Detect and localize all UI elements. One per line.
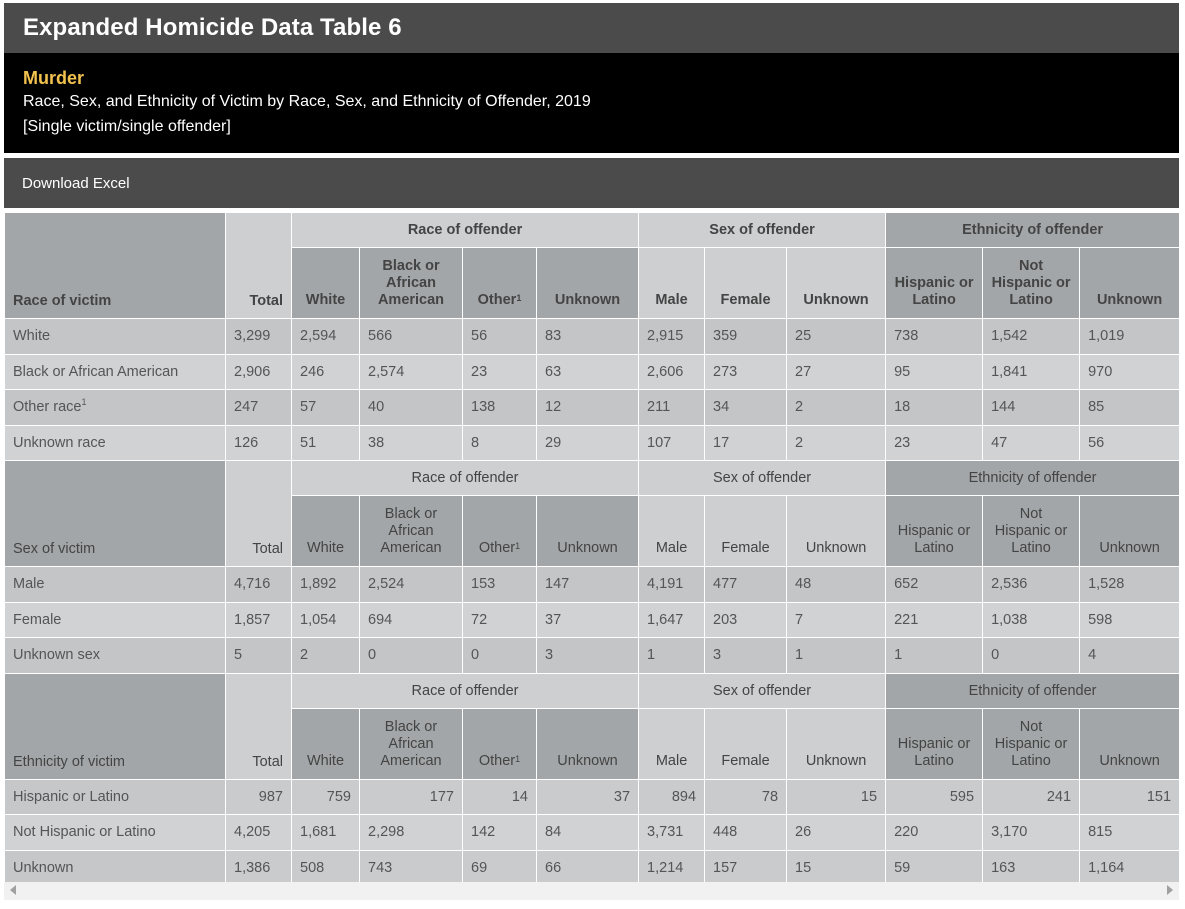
scroll-right-arrow-icon[interactable]: [1167, 885, 1173, 895]
table-cell: 3,170: [983, 815, 1080, 851]
col-not-hispanic-header-label: Not Hispanic or Latino: [991, 258, 1071, 308]
table-cell: 25: [787, 319, 886, 355]
row-label: [5, 390, 226, 426]
col-female-header-label: Female: [720, 292, 771, 308]
row-label-text: Female: [13, 611, 62, 628]
table-row: [5, 319, 1180, 355]
total-header: Total: [226, 213, 292, 319]
table-cell: 1,214: [639, 850, 705, 886]
table-cell: 652: [886, 567, 983, 603]
table-cell: 987: [226, 779, 292, 815]
row-label: [5, 850, 226, 886]
table-cell: 69: [463, 850, 537, 886]
table-cell: 107: [639, 425, 705, 461]
col-white-header-label: White: [306, 540, 345, 556]
page-title-bar: [4, 3, 1179, 53]
table-cell: 5: [226, 638, 292, 674]
col-black-header: [360, 708, 463, 779]
table-cell: 0: [983, 638, 1080, 674]
offense-label: Murder: [23, 68, 85, 88]
table-cell: 142: [463, 815, 537, 851]
table-row: [5, 850, 1180, 886]
col-white-header: [292, 496, 360, 567]
table-row: [5, 567, 1180, 603]
col-black-header: [360, 248, 463, 319]
table-cell: 15: [787, 779, 886, 815]
col-eth-unknown-header: [1080, 496, 1180, 567]
col-black-header-label: Black or African American: [380, 718, 442, 769]
table-cell: 138: [463, 390, 537, 426]
total-header: Total: [226, 461, 292, 567]
table-cell: 246: [292, 354, 360, 390]
row-label-text: Other race: [13, 399, 82, 416]
col-eth-unknown-header-label: Unknown: [1099, 752, 1160, 769]
table-cell: 738: [886, 319, 983, 355]
group-header-ethnicity: Ethnicity of offender: [886, 461, 1180, 496]
col-race-unknown-header-label: Unknown: [557, 540, 618, 556]
table-cell: 66: [537, 850, 639, 886]
table-cell: 78: [705, 779, 787, 815]
table-cell: 1,857: [226, 602, 292, 638]
table-cell: 177: [360, 779, 463, 815]
download-excel-link[interactable]: Download Excel: [22, 175, 130, 192]
table-row: [5, 779, 1180, 815]
table-cell: 970: [1080, 354, 1180, 390]
col-white-header-label: White: [306, 752, 345, 769]
table-cell: 12: [537, 390, 639, 426]
table-cell: 144: [983, 390, 1080, 426]
table-cell: 8: [463, 425, 537, 461]
table-cell: 2,915: [639, 319, 705, 355]
col-sex-unknown-header-label: Unknown: [805, 540, 867, 556]
col-eth-unknown-header: [1080, 708, 1180, 779]
col-female-header-label: Female: [721, 540, 770, 556]
stub-header: Race of victim: [5, 213, 226, 319]
col-male-header: [639, 248, 705, 319]
row-label: [5, 815, 226, 851]
table-cell: 1,681: [292, 815, 360, 851]
row-label-text: Unknown: [13, 859, 74, 876]
table-cell: 1,038: [983, 602, 1080, 638]
col-white-header-label: White: [305, 292, 346, 308]
table-cell: 2,524: [360, 567, 463, 603]
table-cell: 1: [787, 638, 886, 674]
col-race-unknown-header: [537, 496, 639, 567]
table-cell: 59: [886, 850, 983, 886]
table-cell: 3,299: [226, 319, 292, 355]
col-sex-unknown-header-label: Unknown: [805, 752, 867, 769]
col-other-header: [463, 496, 537, 567]
col-race-unknown-header: [537, 248, 639, 319]
table-cell: 1,841: [983, 354, 1080, 390]
col-race-unknown-header: [537, 708, 639, 779]
table-subheading: [4, 53, 1179, 153]
table-cell: 3: [705, 638, 787, 674]
col-male-header: [639, 708, 705, 779]
table-cell: 157: [705, 850, 787, 886]
col-other-header-label: Other: [478, 540, 516, 556]
table-row: [5, 602, 1180, 638]
col-black-header-label: Black or African American: [380, 506, 442, 556]
table-scope-note: [Single victim/single offender]: [23, 118, 231, 135]
col-female-header: [705, 248, 787, 319]
table-cell: 163: [983, 850, 1080, 886]
table-cell: 2,574: [360, 354, 463, 390]
col-male-header-label: Male: [655, 540, 688, 556]
row-label-text: Unknown sex: [13, 647, 101, 664]
homicide-data-table: [4, 212, 1180, 886]
table-description: Race, Sex, and Ethnicity of Victim by Race, Sex, and Ethnicity of Offender, 2019: [23, 93, 591, 110]
group-header-sex: Sex of offender: [639, 213, 886, 248]
table-row: [5, 815, 1180, 851]
table-cell: 153: [463, 567, 537, 603]
col-not-hispanic-header: [983, 248, 1080, 319]
col-eth-unknown-header: [1080, 248, 1180, 319]
table-cell: 595: [886, 779, 983, 815]
horizontal-scrollbar[interactable]: [4, 882, 1179, 900]
table-cell: 448: [705, 815, 787, 851]
table-cell: 147: [537, 567, 639, 603]
table-cell: 63: [537, 354, 639, 390]
table-cell: 2,594: [292, 319, 360, 355]
table-cell: 51: [292, 425, 360, 461]
table-cell: 48: [787, 567, 886, 603]
row-label: [5, 319, 226, 355]
table-cell: 1,164: [1080, 850, 1180, 886]
group-header-ethnicity: Ethnicity of offender: [886, 213, 1180, 248]
table-cell: 743: [360, 850, 463, 886]
col-black-header: [360, 496, 463, 567]
table-cell: 18: [886, 390, 983, 426]
col-race-unknown-header-label: Unknown: [554, 292, 621, 308]
table-cell: 0: [463, 638, 537, 674]
table-cell: 40: [360, 390, 463, 426]
table-cell: 4,191: [639, 567, 705, 603]
group-header-row: [5, 673, 1180, 708]
col-sex-unknown-header: [787, 248, 886, 319]
stub-header: Sex of victim: [5, 461, 226, 567]
table-cell: 1: [886, 638, 983, 674]
table-cell: 241: [983, 779, 1080, 815]
group-header-sex: Sex of offender: [639, 673, 886, 708]
footnote-marker: 1: [515, 541, 521, 551]
table-cell: 4: [1080, 638, 1180, 674]
table-cell: 3: [537, 638, 639, 674]
row-label-text: Male: [13, 576, 45, 593]
row-label-text: Black or African American: [13, 363, 179, 380]
col-other-header-label: Other: [478, 752, 516, 769]
table-cell: 37: [537, 602, 639, 638]
table-cell: 221: [886, 602, 983, 638]
table-row: [5, 425, 1180, 461]
footnote-marker: 1: [516, 293, 522, 303]
col-sex-unknown-header-label: Unknown: [803, 292, 869, 308]
table-cell: 211: [639, 390, 705, 426]
table-cell: 4,205: [226, 815, 292, 851]
col-hispanic-header: [886, 248, 983, 319]
table-cell: 151: [1080, 779, 1180, 815]
row-label: [5, 425, 226, 461]
table-cell: 220: [886, 815, 983, 851]
table-cell: 2: [787, 425, 886, 461]
table-cell: 29: [537, 425, 639, 461]
table-cell: 1: [639, 638, 705, 674]
table-cell: 247: [226, 390, 292, 426]
col-female-header: [705, 708, 787, 779]
col-female-header: [705, 496, 787, 567]
table-cell: 1,528: [1080, 567, 1180, 603]
table-cell: 2: [292, 638, 360, 674]
table-cell: 1,386: [226, 850, 292, 886]
table-cell: 694: [360, 602, 463, 638]
table-cell: 598: [1080, 602, 1180, 638]
table-row: [5, 354, 1180, 390]
table-cell: 3,731: [639, 815, 705, 851]
col-sex-unknown-header: [787, 496, 886, 567]
table-row: [5, 390, 1180, 426]
table-cell: 7: [787, 602, 886, 638]
col-not-hispanic-header-label: Not Hispanic or Latino: [994, 718, 1068, 769]
table-cell: 34: [705, 390, 787, 426]
table-cell: 2,298: [360, 815, 463, 851]
table-cell: 15: [787, 850, 886, 886]
col-black-header-label: Black or African American: [377, 258, 445, 308]
table-cell: 273: [705, 354, 787, 390]
group-header-sex: Sex of offender: [639, 461, 886, 496]
table-cell: 1,542: [983, 319, 1080, 355]
stub-header: Ethnicity of victim: [5, 673, 226, 779]
row-label-text: Unknown race: [13, 434, 106, 451]
col-not-hispanic-header: [983, 708, 1080, 779]
col-hispanic-header-label: Hispanic or Latino: [894, 275, 974, 308]
table-cell: 14: [463, 779, 537, 815]
col-hispanic-header: [886, 708, 983, 779]
col-male-header-label: Male: [655, 292, 688, 308]
row-label-text: Hispanic or Latino: [13, 788, 130, 805]
row-label: [5, 779, 226, 815]
table-cell: 37: [537, 779, 639, 815]
table-cell: 95: [886, 354, 983, 390]
table-cell: 57: [292, 390, 360, 426]
table-cell: 1,054: [292, 602, 360, 638]
group-header-race: Race of offender: [292, 673, 639, 708]
row-label-text: Not Hispanic or Latino: [13, 824, 156, 841]
col-male-header: [639, 496, 705, 567]
col-hispanic-header-label: Hispanic or Latino: [897, 735, 971, 769]
table-cell: 56: [463, 319, 537, 355]
table-cell: 2,906: [226, 354, 292, 390]
table-cell: 759: [292, 779, 360, 815]
table-cell: 56: [1080, 425, 1180, 461]
table-row: [5, 638, 1180, 674]
table-cell: 126: [226, 425, 292, 461]
col-female-header-label: Female: [721, 752, 770, 769]
group-header-race: Race of offender: [292, 461, 639, 496]
col-male-header-label: Male: [655, 752, 688, 769]
table-cell: 4,716: [226, 567, 292, 603]
table-cell: 23: [463, 354, 537, 390]
col-other-header: [463, 248, 537, 319]
row-label: [5, 602, 226, 638]
table-cell: 1,019: [1080, 319, 1180, 355]
col-white-header: [292, 708, 360, 779]
table-cell: 0: [360, 638, 463, 674]
table-cell: 17: [705, 425, 787, 461]
table-cell: 23: [886, 425, 983, 461]
group-header-ethnicity: Ethnicity of offender: [886, 673, 1180, 708]
table-cell: 477: [705, 567, 787, 603]
table-cell: 84: [537, 815, 639, 851]
row-label: [5, 354, 226, 390]
table-cell: 894: [639, 779, 705, 815]
table-cell: 203: [705, 602, 787, 638]
table-cell: 359: [705, 319, 787, 355]
col-hispanic-header: [886, 496, 983, 567]
table-cell: 38: [360, 425, 463, 461]
footnote-marker: 1: [515, 753, 521, 764]
col-race-unknown-header-label: Unknown: [557, 752, 618, 769]
col-not-hispanic-header: [983, 496, 1080, 567]
table-cell: 1,892: [292, 567, 360, 603]
table-cell: 1,647: [639, 602, 705, 638]
group-header-race: Race of offender: [292, 213, 639, 248]
total-header: Total: [226, 673, 292, 779]
col-sex-unknown-header: [787, 708, 886, 779]
table-cell: 26: [787, 815, 886, 851]
table-cell: 72: [463, 602, 537, 638]
col-not-hispanic-header-label: Not Hispanic or Latino: [994, 506, 1068, 556]
footnote-marker: 1: [81, 397, 87, 408]
col-hispanic-header-label: Hispanic or Latino: [897, 523, 971, 556]
download-bar: [4, 158, 1179, 208]
group-header-row: [5, 213, 1180, 248]
col-eth-unknown-header-label: Unknown: [1096, 292, 1163, 308]
table-cell: 83: [537, 319, 639, 355]
table-cell: 2,536: [983, 567, 1080, 603]
col-white-header: [292, 248, 360, 319]
table-cell: 508: [292, 850, 360, 886]
table-cell: 27: [787, 354, 886, 390]
col-other-header-label: Other: [477, 292, 517, 308]
col-other-header: [463, 708, 537, 779]
table-cell: 2,606: [639, 354, 705, 390]
scroll-left-arrow-icon[interactable]: [10, 885, 16, 895]
table-cell: 815: [1080, 815, 1180, 851]
table-cell: 566: [360, 319, 463, 355]
table-cell: 47: [983, 425, 1080, 461]
row-label: [5, 567, 226, 603]
table-cell: 85: [1080, 390, 1180, 426]
row-label: [5, 638, 226, 674]
group-header-row: [5, 461, 1180, 496]
row-label-text: White: [13, 328, 51, 345]
page-title: Expanded Homicide Data Table 6: [23, 14, 402, 41]
table-cell: 2: [787, 390, 886, 426]
col-eth-unknown-header-label: Unknown: [1099, 540, 1160, 556]
